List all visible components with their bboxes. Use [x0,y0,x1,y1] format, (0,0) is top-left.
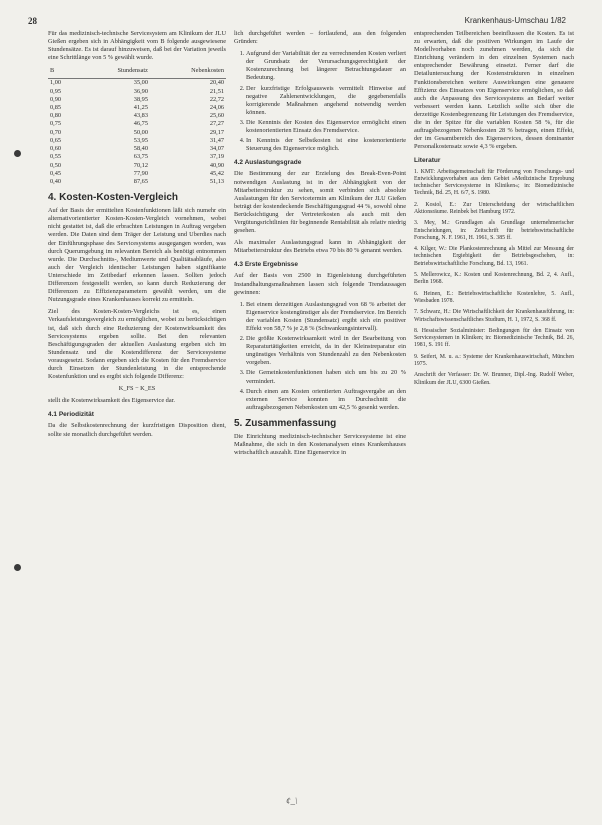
table-cell: 0,90 [50,95,62,103]
list-item: 3. Die Kenntnis der Kosten des Eigenservice ermöglicht einen kostenorientierten Einsatz des Fremdservice. [246,119,406,135]
table-cell: 0,80 [50,112,62,120]
cost-table [48,66,226,186]
journal-title: Krankenhaus-Umschau 1/82 [464,16,566,25]
table-cell: 51,13 [209,177,224,185]
table-cell: 87,65 [133,177,148,185]
section-heading-4: 4. Kosten-Kosten-Vergleich [48,192,179,204]
table-row [48,170,226,178]
paragraph: Die Bestimmung der zur Erzielung des Break-Even-Point notwendigen Auslastung ist in der Abhängigkeit von der Mitarbeiterstruktur zu sehen, somit verbinden sich absolute Auslastungen für den Servicetermin am Klinikum der JLU Gießen beträgt der kostendeckende Beschäftigungsgrad 44 %, sowohl ohne Berücksichtigung der Vertreterkosten als auch mit den Vergütungsrichtlinien für beginnende Rentabilität als relativ niedrig gesehen. [234,170,406,235]
table-cell: 22,72 [209,95,224,103]
page-number: 28 [28,16,37,26]
paragraph: entsprechenden Teilbereichen beeinflussen die Kosten. Es ist zu erwarten, daß die positiven Wirkungen im Laufe der Modellvorhaben noch zunehmen werden, da sich die Einrichtung verändern in den einzelnen Systemen nach entsprechender Bewährung einsetzt. Ferner darf die Detailuntersuchung der Kostenstrukturen in einzelnen Funktionsbereichen weitere Auswirkungen eine genauere Effizienz des Einsatzes von Eigenservice ermöglichen, so daß auch die Anpassung des Servicesystems an Bedarf weiter verbessert werden kann. Letztlich sollte sich über die derzeitige Kostenbegrenzung für Leistungen des Fremdservice, die in der Spitze für die variablen Kosten 58 %, für die auftragsbezogenen Nebenkosten 28 % betragen, einen Effekt, der im Gesamtbereich des Eigenservices, dessen dominanter Personalkostensatz sowie 4,3 % ergeben. [414,30,574,151]
list-item: 1. Bei einem derzeitigen Auslastungsgrad von 68 % arbeitet der Eigenservice kostengünstiger als der Fremdservice. Im Bereich der variablen Kosten (Stundensatz) ergibt sich ein positiver Effekt von 58,7 % je 2,8 % (Schwankungsintervall). [246,301,406,333]
table-cell: 0,45 [50,169,62,177]
table-cell: 31,47 [209,136,224,144]
table-cell: 46,75 [133,120,148,128]
column-1 [48,30,226,443]
table-header-cell: B [48,66,79,79]
list-item: 4. Durch einen am Kosten orientierten Auftragsvergabe an den externen Service konnten im Durchschnitt die auftragsbezogenen Nebenkosten um 42,5 % gesenkt werden. [246,388,406,412]
subheading-4-3: 4.3 Erste Ergebnisse [234,261,298,269]
paragraph: Da die Selbstkostenrechnung der kurzfristigen Disposition dient, sollte sie monatlich durchgeführt werden. [48,422,226,438]
table-header-cell: Stundensatz [79,66,150,79]
literature-item: 9. Seifert, M. u. a.: Systeme der Krankenhauswirtschaft, München 1975. [414,353,574,368]
list-item: 2. Die größte Kostenwirksamkeit wird in der Bearbeitung von Reparaturtätigkeiten erreicht, da in der Kleinstreparatur ein ungünstiges Verhältnis von Stundenzahl zu den Nebenkosten vorgeben. [246,335,406,367]
table-cell: 37,19 [209,153,224,161]
column-3 [414,30,574,391]
subheading-4-2: 4.2 Auslastungsgrade [234,159,302,167]
literature-item: 3. Mey, M.: Grundlagen als Grundlage unternehmerischer Entscheidungen, in: Zeitschrift für betriebswirtschaftliche Forschung, N. F. 1961, H. 1961, S. 385 ff. [414,220,574,241]
table-cell: 24,06 [209,104,224,112]
binder-hole [14,564,21,571]
section-heading-5: 5. Zusammenfassung [234,417,337,429]
paragraph: Auf der Basis von 2500 in Eigenleistung durchgeführten Instandhaltungsmaßnahmen lassen sich folgende Trendaussagen gewinnen: [234,272,406,296]
table-row [48,112,226,120]
table-row [48,153,226,161]
table-cell: 63,75 [133,153,148,161]
formula: K_FS − K_ES [118,385,156,393]
list-item: 4. In Kenntnis der Selbstkosten ist eine kostenorientierte Steuerung des Eigenservice möglich. [246,137,406,153]
table-cell: 45,42 [209,169,224,177]
table-cell: 0,40 [50,177,62,185]
table-cell: 0,75 [50,120,62,128]
paragraph: Ziel des Kosten-Kosten-Vergleichs ist es, einen Verkaufsleistungsvergleich zu ermöglichen, wobei zu berücksichtigen ist, daß sich durch eine Reduzierung der Kostenwirksamkeit des Servicesystems ergeben sollte. Bei den relevanten Beschäftigungsgraden der aktuellen Auslastung ergeben sich im Stundensatz und die Kostendifferenz der Servicesysteme vorausgesetzt. Sodann ergeben sich die Kosten für den Fremdservice durch Einsetzen der Stundenleistung in die entsprechende Kostenfunktion und es ergibt sich folgende Differenz: [48,308,226,381]
table-row [48,120,226,128]
table-cell: 0,65 [50,136,62,144]
table-row [48,178,226,186]
table-row [48,162,226,170]
table-cell: 77,90 [133,169,148,177]
list-item: 3. Die Gemeinkostenfunktionen haben sich um bis zu 20 % vermindert. [246,369,406,385]
table-cell: 50,00 [133,128,148,136]
table-cell: 27,27 [209,120,224,128]
table-cell: 0,60 [50,145,62,153]
table-cell: 25,60 [209,112,224,120]
table-cell: 29,17 [209,128,224,136]
table-row [48,104,226,112]
table-row [48,96,226,104]
table-cell: 38,95 [133,95,148,103]
list-item: 2. Der kurzfristige Erfolgsausweis vermittelt Hinweise auf negative Zahlenentwicklungen, die gegebenenfalls korrigierende Maßnahmen angehend notwendig werden können. [246,85,406,117]
binder-hole [14,150,21,157]
table-header-cell: Nebenkosten [150,66,226,79]
literature-item: 7. Schwarz, H.: Die Wirtschaftlichkeit der Krankenhausführung, in: Wirtschaftswissenschaftliches Studium, H. 1, 1972, S. 368 ff. [414,309,574,323]
margin-stamp: ȼ_\ [286,796,298,806]
numbered-list [234,50,406,153]
literature-item: 6. Heinen, E.: Betriebswirtschaftliche Kostenlehre, 5. Aufl., Wiesbaden 1978. [414,290,574,304]
literature-item: 5. Mellerowicz, K.: Kosten und Kostenrechnung, Bd. 2, 4. Aufl., Berlin 1968. [414,272,574,286]
subheading-4-1: 4.1 Periodizität [48,411,94,419]
literature-item: 8. Hessischer Sozialminister: Bedingungen für den Einsatz von Servicesystemen in Kliniken; in: Biomedizinische Technik, Bd. 26, 1981, S. 191 ff. [414,327,574,349]
paragraph: Als maximaler Auslastungsgrad kann in Abhängigkeit der Mitarbeiterstruktur des Betriebs etwa 70 bis 80 % genannt werden. [234,239,406,255]
table-cell: 40,90 [209,161,224,169]
table-cell: 43,83 [133,112,148,120]
table-cell: 53,95 [133,136,148,144]
table-cell: 0,55 [50,153,62,161]
paragraph: Auf der Basis der ermittelten Kostenfunktionen läßt sich numehr ein alternativorientierter Kosten-Kosten-Vergleich vornehmen, wobei nicht gestattet ist, daß die erbrachten Leistungen in Auftrag vergeben werden. Die Daten sind dem Träger der Leistung und Uberdies nach der Einführungsphase des Servicesystems ausgegangen worden, was durch Querumgebung im relevanten Bereich als benötigt entnommen wurde. Die Durchschnitts-, Mediumwerte und Qualitätsabläufe, also auch der Vergleich identischer Leistungen haben signifikante Unterschiede im Zeitbedarf erkennen lassen. Sollten jedoch Differenzen festgestellt werden, so kann durch Reduzierung der Differenzen zu Effizienzparametern gewählt werden, um die Nutzungsgrade eines Krankenhauses korrekt zu ermitteln. [48,207,226,304]
table-cell: 1,00 [50,79,62,87]
table-cell: 21,51 [209,87,224,95]
table-row [48,145,226,153]
paragraph: lich durchgeführt werden – fortlaufend, aus den folgenden Gründen: [234,30,406,46]
list-item: 1. Aufgrund der Variabilität der zu verrechnenden Kosten verliert der Grundsatz der Verursachungsgerechtigkeit der Kostenzurechnung bei längerer Betrachtungsdauer an Bedeutung. [246,50,406,82]
table-cell: 36,90 [133,87,148,95]
table-row [48,137,226,145]
table-cell: 35,00 [133,79,148,87]
literature-item: 4. Kilger, W.: Die Plankostenrechnung als Mittel zur Messung der technischen Ergiebigkeit der Betriebsgeschehen, in: Betriebswirtschaftliche Forschung, Bd. 13, 1961. [414,246,574,267]
table-cell: 41,25 [133,104,148,112]
table-cell: 0,95 [50,87,62,95]
literature-item: 2. Kosiol, E.: Zur Unterscheidung der wirtschaftlichen Aktionsräume. Reinbek bei Hamburg 1972. [414,201,574,215]
numbered-list [234,301,406,412]
table-row [48,129,226,137]
table-cell: 70,12 [133,161,148,169]
paragraph: stellt die Kostenwirksamkeit des Eigenservice dar. [48,397,175,405]
author-address: Anschrift der Verfasser: Dr. W. Brunner, Dipl.-Ing. Rudolf Weber, Klinikum der JLU, 6300 Gießen. [414,372,574,386]
column-2 [234,30,406,461]
literature-heading: Literatur [414,157,441,165]
table-cell: 58,40 [133,145,148,153]
literature-item: 1. KMT: Arbeitsgemeinschaft für Förderung von Forschungs- und Entwicklungsvorhaben aus dem Gebiet »Medizinische Erprobung technischer Servicesysteme in Kliniken«; in: Biomedizinische Technik, Bd. 25, H. 6/7, S. 1980. [414,168,574,197]
table-cell: 0,85 [50,104,62,112]
intro-paragraph: Für das medizinisch-technische Servicesystem am Klinikum der JLU Gießen ergeben sich in Abhängigkeit vom B folgende ausgewiesene Stundensätze. Es ist darauf hinzuweisen, daß bei der Variation jeweils eine Schrittlänge von 5 % gewählt wurde. [48,30,226,62]
table-cell: 0,70 [50,128,62,136]
table-cell: 0,50 [50,161,62,169]
table-cell: 34,07 [209,145,224,153]
table-cell: 20,40 [209,79,224,87]
table-row [48,88,226,96]
paragraph: Die Einrichtung medizinisch-technischer Servicesysteme ist eine Maßnahme, die sich in den Kostenanalysen eines Krankenhauses wirtschaftlich auszahlt. Eine Eigenservice in [234,433,406,457]
table-row [48,79,226,88]
